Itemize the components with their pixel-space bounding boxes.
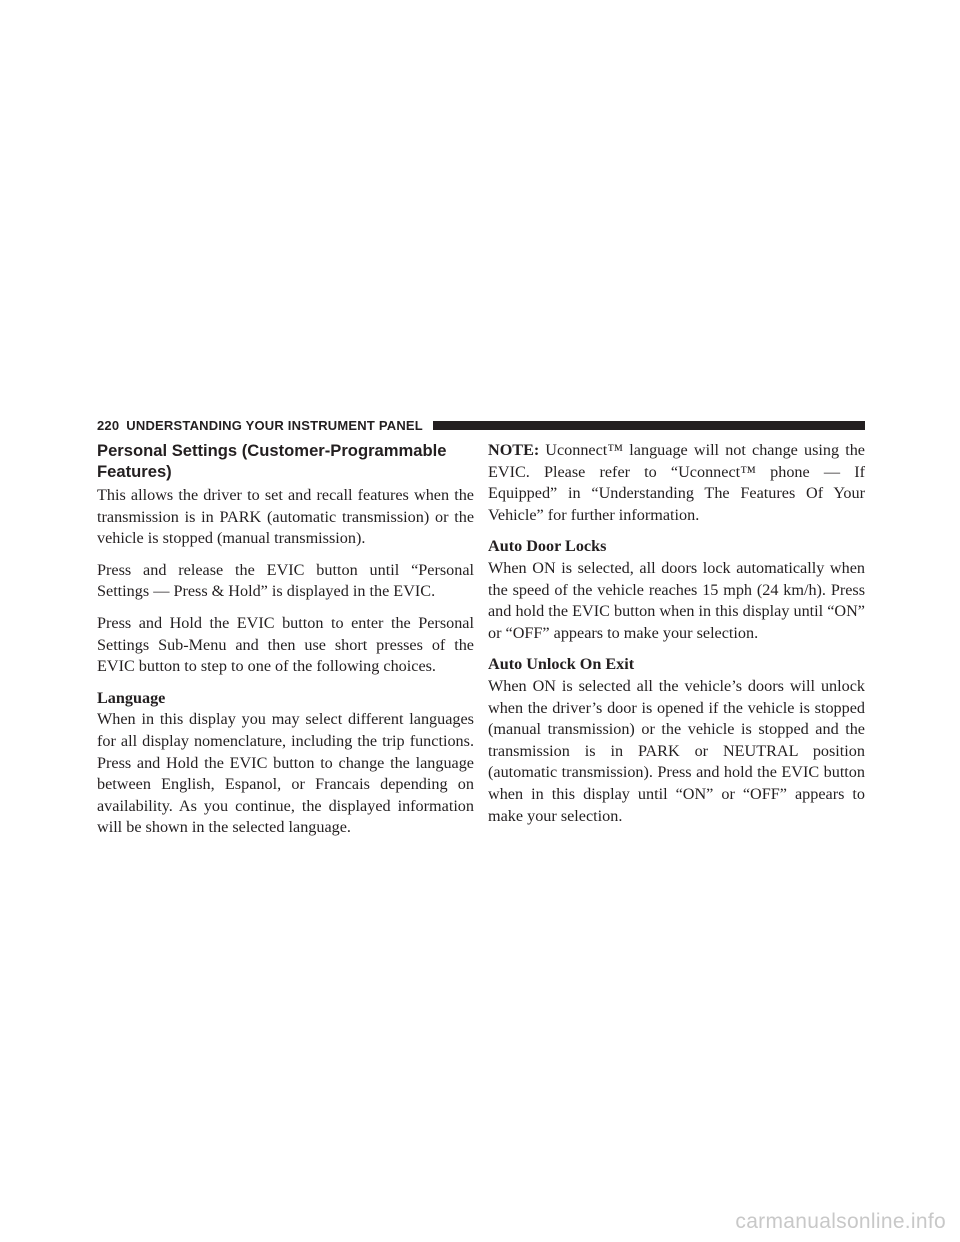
auto-unlock-heading: Auto Unlock On Exit	[488, 655, 635, 674]
intro-paragraph: This allows the driver to set and recall features when the transmission is in PARK (automatic transmission) or the vehicle is stopped (manual transmission).	[97, 486, 474, 548]
page-number: 220	[97, 417, 120, 433]
note-label: NOTE:	[488, 441, 540, 459]
press-release-paragraph: Press and release the EVIC button until “Personal Settings — Press & Hold” is displayed in the EVIC.	[97, 560, 474, 601]
watermark: carmanualsonline.info	[735, 1210, 946, 1233]
auto-door-locks-heading: Auto Door Locks	[488, 537, 607, 556]
header-rule	[433, 421, 865, 430]
language-heading: Language	[97, 688, 166, 707]
personal-settings-heading: Personal Settings (Customer-Programmable Features)	[97, 441, 447, 481]
right-column	[488, 440, 865, 837]
auto-door-locks-paragraph: When ON is selected, all doors lock automatically when the speed of the vehicle reaches 15 mph (24 km/h). Press and hold the EVIC button when in this display until “ON” or “OFF” appears to make your selection.	[488, 558, 865, 642]
language-paragraph: When in this display you may select different languages for all display nomenclature, including the trip functions. Press and Hold the EVIC button to change the language between English, Espanol, or Francais depending on availability. As you continue, the displayed information will be shown in the selected language.	[97, 710, 474, 837]
section-title: UNDERSTANDING YOUR INSTRUMENT PANEL	[126, 417, 423, 433]
auto-unlock-paragraph: When ON is selected all the vehicle’s doors will unlock when the driver’s door is opened if the vehicle is stopped (manual transmission) or the vehicle is stopped and the transmission is in PARK or NEUTRAL position (automatic transmission). Press and hold the EVIC button when in this display until “ON” or “OFF” appears to make your selection.	[488, 676, 865, 825]
note-paragraph	[488, 440, 865, 526]
press-hold-paragraph: Press and Hold the EVIC button to enter the Personal Settings Sub-Menu and then use short presses of the EVIC button to step to one of the following choices.	[97, 613, 474, 676]
left-column	[97, 440, 474, 849]
note-text: Uconnect™ language will not change using the EVIC. Please refer to “Uconnect™ phone — If Equipped” in “Understanding The Features Of Your Vehicle” for further information.	[488, 441, 865, 524]
page-header	[97, 417, 865, 433]
